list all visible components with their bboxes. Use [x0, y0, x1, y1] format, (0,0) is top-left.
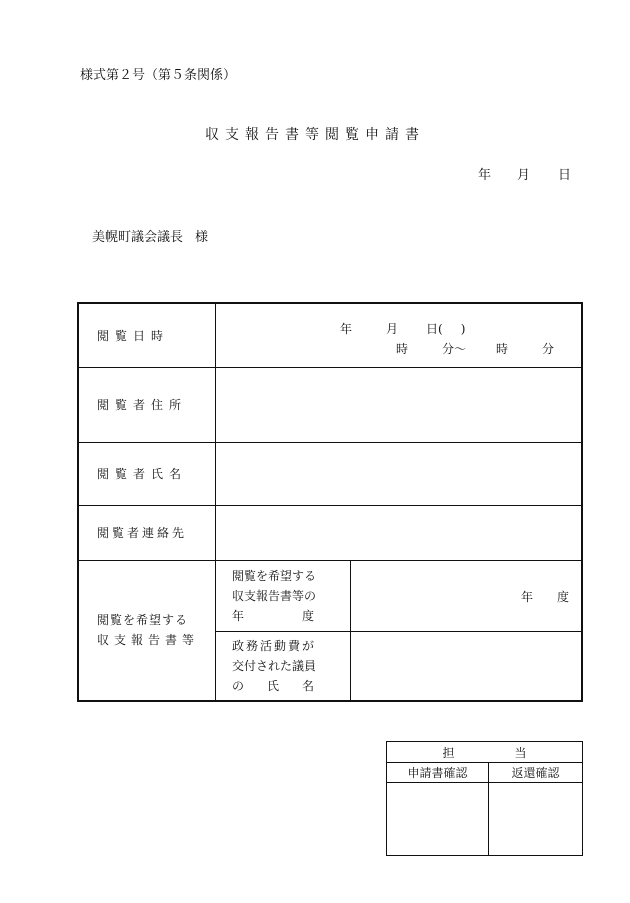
member-name-label: 政務活動費が 交付された議員 の 氏 名 [216, 631, 351, 701]
name-label: 閲覧者氏名 [78, 442, 216, 505]
stamp-cell-return-check[interactable] [489, 783, 583, 856]
row-viewing-datetime [78, 303, 582, 367]
stamp-cell-application-check[interactable] [387, 783, 489, 856]
address-field[interactable] [216, 367, 583, 442]
datetime-line2: 時 分～ 時 分 [396, 342, 555, 357]
row-name [78, 442, 582, 505]
row-contact [78, 505, 582, 560]
contact-field[interactable] [216, 505, 583, 560]
stamp-col-return-check: 返還確認 [489, 763, 583, 783]
addressee-name: 美幌町議会議長 [92, 230, 184, 245]
addressee [92, 226, 208, 245]
fiscal-year-value: 年 度 [521, 589, 570, 604]
viewing-datetime-label: 閲覧日時 [78, 303, 216, 367]
page-title: 収支報告書等閲覧申請書 [205, 127, 425, 143]
date-year: 年 [478, 168, 492, 183]
fiscal-year-field[interactable] [351, 560, 583, 631]
fiscal-year-label: 閲覧を希望する 収支報告書等の 年 度 [216, 560, 351, 631]
row-fiscal-year [78, 560, 582, 631]
stamp-header: 担 当 [387, 742, 583, 763]
stamp-box [386, 741, 583, 856]
member-name-field[interactable] [351, 631, 583, 701]
addressee-honorific: 様 [195, 230, 209, 245]
application-table [77, 302, 583, 702]
date-line [478, 164, 571, 183]
stamp-col-application-check: 申請書確認 [387, 763, 489, 783]
date-day: 日 [558, 168, 572, 183]
name-field[interactable] [216, 442, 583, 505]
address-label: 閲覧者住所 [78, 367, 216, 442]
form-number: 様式第２号（第５条関係） [80, 68, 237, 83]
row-address [78, 367, 582, 442]
requested-reports-label: 閲覧を希望する 収支報告書等 [78, 560, 216, 701]
viewing-datetime-field[interactable] [216, 303, 583, 367]
date-month: 月 [517, 168, 531, 183]
contact-label: 閲覧者連絡先 [78, 505, 216, 560]
datetime-line1: 年 月 日( ) [340, 322, 466, 337]
